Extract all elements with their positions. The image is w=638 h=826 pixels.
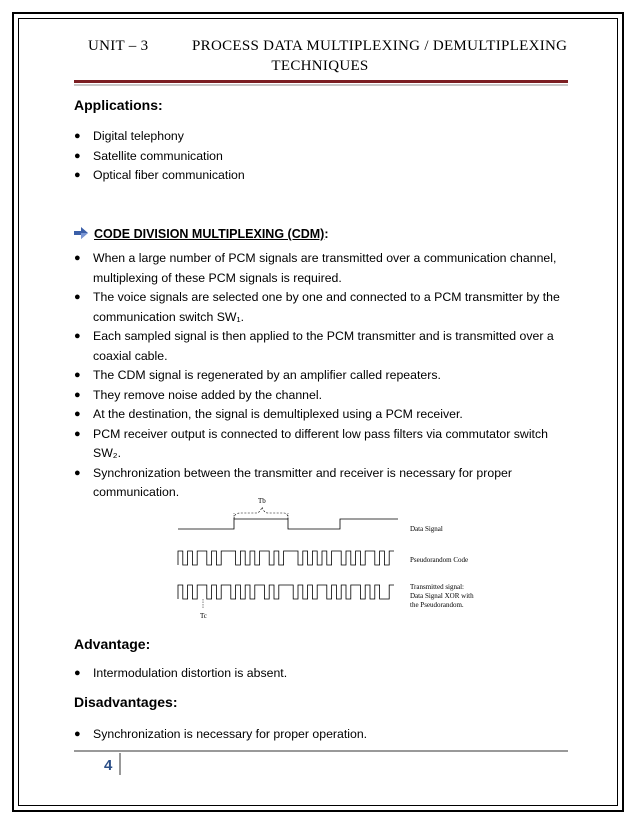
list-item: ● Each sampled signal is then applied to the PCM transmitter and is transmitted over a coaxial cable. (74, 329, 554, 363)
list-item: ● When a large number of PCM signals are transmitted over a communication channel, multiplexing of these PCM signals is required. (74, 251, 557, 285)
footer-rule (74, 750, 568, 752)
list-item: ● PCM receiver output is connected to different low pass filters via commutator switch SW₂. (74, 426, 548, 460)
applications-list (74, 127, 574, 186)
page-number: 4 (104, 757, 113, 774)
header-title-line1: PROCESS DATA MULTIPLEXING / DEMULTIPLEXING (192, 38, 568, 54)
unit-label: UNIT – 3 (88, 38, 149, 54)
label-transmitted-2: Data Signal XOR with (410, 592, 474, 600)
list-item: ● Satellite communication (74, 148, 223, 163)
list-item: ● Optical fiber communication (74, 168, 245, 182)
list-item: ● Synchronization is necessary for proper operation. (74, 727, 368, 741)
list-item: ● At the destination, the signal is demultiplexed using a PCM receiver. (74, 407, 463, 421)
advantage-list (74, 664, 574, 684)
cdm-title: CODE DIVISION MULTIPLEXING (CDM) (94, 227, 325, 241)
square-wave-path (178, 585, 394, 599)
page-number-divider (119, 753, 121, 775)
data-signal-wave (178, 519, 398, 529)
tb-label: Tb (258, 497, 266, 505)
list-item: ● Intermodulation distortion is absent. (74, 666, 288, 680)
cdm-list (74, 249, 574, 503)
label-transmitted-1: Transmitted signal: (410, 583, 464, 591)
disadvantages-list (74, 725, 574, 745)
header-title-line2: TECHNIQUES (271, 58, 369, 74)
applications-heading: Applications: (74, 97, 163, 113)
header-rule (74, 80, 568, 83)
tc-label: Tc (200, 612, 207, 620)
list-item: ● The CDM signal is regenerated by an amplifier called repeaters. (74, 368, 441, 382)
square-wave-path (178, 551, 394, 565)
cdm-waveform-diagram (176, 495, 496, 625)
label-data-signal: Data Signal (410, 525, 443, 533)
tb-brace (234, 507, 288, 519)
transmitted-wave (178, 585, 394, 599)
list-item: ● The voice signals are selected one by one and connected to a PCM transmitter by the communication switch SW₁. (74, 290, 560, 324)
list-item: ● Digital telephony (74, 129, 184, 143)
cdm-title-colon: : (324, 227, 329, 241)
label-transmitted-3: the Pseudorandom. (410, 601, 464, 609)
disadvantages-heading: Disadvantages: (74, 694, 178, 710)
list-item: ● Synchronization between the transmitter and receiver is necessary for proper communication. (74, 465, 512, 499)
advantage-heading: Advantage: (74, 636, 151, 652)
header-rule-shadow (74, 84, 568, 86)
cdm-heading (74, 227, 329, 242)
arrow-bullet-icon (74, 227, 88, 242)
list-item: ● They remove noise added by the channel. (74, 387, 323, 402)
waveform-svg (176, 495, 496, 625)
pseudorandom-wave (178, 551, 394, 565)
label-pseudorandom: Pseudorandom Code (410, 556, 469, 564)
